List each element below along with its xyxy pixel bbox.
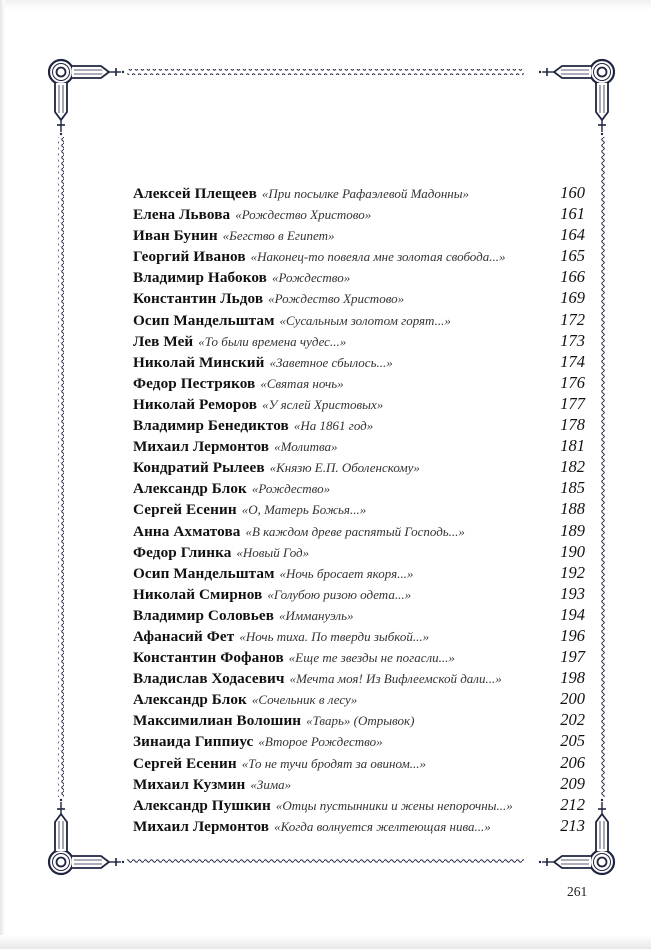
toc-author: Владимир Бенедиктов bbox=[133, 417, 289, 435]
toc-author: Владимир Соловьев bbox=[133, 606, 274, 624]
toc-author: Михаил Кузмин bbox=[133, 775, 246, 793]
toc-title: «Рождество» bbox=[251, 481, 331, 497]
toc-title: «При посылке Рафаэлевой Мадонны» bbox=[261, 186, 470, 201]
toc-entry bbox=[133, 288, 585, 309]
toc-page-number: 205 bbox=[560, 731, 585, 751]
toc-title: «Когда волнуется желтеющая нива...» bbox=[274, 818, 491, 834]
toc-title: «Заветное сбылось...» bbox=[269, 354, 393, 370]
toc-author: Максимилиан Волошин bbox=[133, 712, 302, 730]
toc-page-number: 197 bbox=[560, 647, 585, 667]
toc-title: «В каждом древе распятый Господь...» bbox=[245, 523, 465, 539]
frame-line-right bbox=[599, 137, 605, 797]
toc-entry bbox=[133, 731, 585, 752]
toc-author: Анна Ахматова bbox=[133, 522, 241, 540]
toc-author: Константин Фофанов bbox=[133, 649, 284, 667]
toc-title: «О, Матерь Божья...» bbox=[241, 502, 367, 518]
toc-title: «Голубою ризою одета...» bbox=[267, 586, 412, 602]
toc-author: Сергей Есенин bbox=[133, 754, 237, 772]
toc-author: Елена Львова bbox=[133, 206, 231, 224]
toc-page-number: 193 bbox=[560, 583, 585, 603]
toc-entry bbox=[133, 415, 585, 436]
toc-page-number: 166 bbox=[560, 267, 585, 287]
toc-author: Осип Мандельштам bbox=[133, 564, 275, 582]
toc-title: «Сусальным золотом горят...» bbox=[279, 312, 451, 328]
toc-title: «Еще те звезды не погасли...» bbox=[288, 650, 455, 666]
toc-entry bbox=[133, 710, 585, 731]
toc-title: «Ночь тиха. По тверди зыбкой...» bbox=[239, 628, 430, 644]
frame-line-left bbox=[58, 137, 64, 797]
toc-title: «Рождество Христово» bbox=[268, 291, 405, 307]
toc-author: Иван Бунин bbox=[133, 227, 218, 245]
toc-entry bbox=[133, 478, 585, 499]
toc-title: «Зима» bbox=[250, 776, 292, 792]
toc-page-number: 182 bbox=[560, 457, 585, 477]
toc-author: Николай Реморов bbox=[133, 395, 258, 413]
toc-entry bbox=[133, 310, 585, 331]
toc-entry bbox=[133, 436, 585, 457]
toc-title: «У яслей Христовых» bbox=[262, 396, 384, 412]
toc-author: Афанасий Фет bbox=[133, 627, 235, 645]
toc-author: Алексей Плещеев bbox=[133, 185, 257, 202]
toc-entry bbox=[133, 246, 585, 267]
toc-title: «Князю Е.П. Оболенскому» bbox=[269, 460, 420, 476]
toc-entry bbox=[133, 457, 585, 478]
toc-entry bbox=[133, 584, 585, 605]
toc-entry bbox=[133, 605, 585, 626]
toc-page-number: 161 bbox=[560, 204, 585, 224]
page-number: 261 bbox=[567, 884, 588, 899]
toc-author: Лев Мей bbox=[133, 332, 194, 350]
toc-page-number: 196 bbox=[560, 625, 585, 645]
toc-entry bbox=[133, 689, 585, 710]
toc-author: Константин Льдов bbox=[133, 290, 264, 308]
corner-ornament-icon bbox=[49, 60, 124, 135]
toc-entry bbox=[133, 795, 585, 816]
toc-title: «На 1861 год» bbox=[293, 418, 374, 434]
toc-page-number: 190 bbox=[560, 541, 585, 561]
toc-entry bbox=[133, 753, 585, 774]
toc-title: «Новый Год» bbox=[236, 544, 310, 560]
toc-entry bbox=[133, 373, 585, 394]
corner-ornament-icon bbox=[539, 60, 614, 135]
toc-page-number: 212 bbox=[560, 794, 585, 814]
toc-entry bbox=[133, 542, 585, 563]
toc-page-number: 169 bbox=[560, 288, 585, 308]
toc-author: Зинаида Гиппиус bbox=[133, 733, 254, 751]
toc-author: Сергей Есенин bbox=[133, 501, 237, 519]
toc-entry bbox=[133, 774, 585, 795]
toc-page-number: 174 bbox=[560, 351, 585, 371]
toc-entry bbox=[133, 647, 585, 668]
toc-author: Владимир Набоков bbox=[133, 269, 267, 287]
toc-page-number: 209 bbox=[560, 773, 585, 793]
toc-author: Александр Блок bbox=[133, 480, 247, 498]
frame-line-bottom bbox=[127, 859, 524, 865]
toc-entry bbox=[133, 183, 585, 204]
toc-author: Николай Смирнов bbox=[133, 585, 263, 603]
toc-entry bbox=[133, 626, 585, 647]
toc-entry bbox=[133, 563, 585, 584]
toc-title: «Ночь бросает якоря...» bbox=[279, 565, 414, 581]
toc-page-number: 198 bbox=[560, 668, 585, 688]
toc-author: Александр Блок bbox=[133, 691, 247, 709]
toc-page-number: 188 bbox=[560, 499, 585, 519]
toc-page-number: 160 bbox=[560, 183, 585, 202]
toc-page-number: 185 bbox=[560, 478, 585, 498]
toc-page-number: 194 bbox=[560, 604, 585, 624]
toc-page-number: 189 bbox=[560, 520, 585, 540]
toc-title: «Мечта моя! Из Вифлеемской дали...» bbox=[289, 671, 502, 687]
toc-author: Федор Пестряков bbox=[133, 374, 256, 392]
toc-page-number: 164 bbox=[560, 225, 585, 245]
toc-title: «Сочельник в лесу» bbox=[251, 692, 358, 708]
toc-page-number: 192 bbox=[560, 562, 585, 582]
toc-title: «Молитва» bbox=[274, 439, 338, 455]
toc-entry bbox=[133, 331, 585, 352]
toc-page-number: 178 bbox=[560, 415, 585, 435]
toc-page-number: 176 bbox=[560, 372, 585, 392]
toc-entry bbox=[133, 816, 585, 837]
table-of-contents bbox=[133, 183, 585, 837]
toc-title: «То были времена чудес...» bbox=[198, 333, 347, 349]
toc-page-number: 206 bbox=[560, 752, 585, 772]
toc-entry bbox=[133, 499, 585, 520]
toc-page-number: 181 bbox=[560, 436, 585, 456]
toc-entry bbox=[133, 394, 585, 415]
toc-author: Михаил Лермонтов bbox=[133, 438, 270, 456]
toc-entry bbox=[133, 521, 585, 542]
toc-title: «Иммануэль» bbox=[279, 607, 354, 623]
toc-entry bbox=[133, 668, 585, 689]
toc-page-number: 200 bbox=[560, 689, 585, 709]
toc-entry bbox=[133, 352, 585, 373]
toc-title: «Рождество Христово» bbox=[235, 207, 372, 223]
toc-page-number: 213 bbox=[560, 815, 585, 835]
toc-title: «Рождество» bbox=[271, 270, 351, 286]
toc-author: Георгий Иванов bbox=[133, 248, 246, 266]
toc-title: «Наконец-то повеяла мне золотая свобода...» bbox=[250, 249, 506, 265]
toc-title: «Святая ночь» bbox=[260, 375, 344, 391]
toc-author: Кондратий Рылеев bbox=[133, 459, 265, 477]
toc-title: «Второе Рождество» bbox=[258, 734, 383, 750]
toc-title: «То не тучи бродят за овином...» bbox=[241, 755, 427, 771]
toc-title: «Отцы пустынники и жены непорочны...» bbox=[275, 797, 513, 813]
toc-title: «Бегство в Египет» bbox=[222, 228, 335, 244]
toc-page-number: 177 bbox=[560, 393, 585, 413]
toc-author: Осип Мандельштам bbox=[133, 311, 275, 329]
toc-page-number: 173 bbox=[560, 330, 585, 350]
corner-ornament-icon bbox=[49, 799, 124, 874]
toc-page-number: 165 bbox=[560, 246, 585, 266]
toc-page-number: 202 bbox=[560, 710, 585, 730]
toc-entry bbox=[133, 225, 585, 246]
toc-author: Федор Глинка bbox=[133, 543, 232, 561]
toc-author: Владислав Ходасевич bbox=[133, 670, 285, 688]
toc-entry bbox=[133, 204, 585, 225]
toc-entry bbox=[133, 267, 585, 288]
toc-author: Николай Минский bbox=[133, 353, 265, 371]
toc-author: Михаил Лермонтов bbox=[133, 817, 270, 835]
toc-title: «Тварь» (Отрывок) bbox=[306, 713, 415, 729]
toc-page-number: 172 bbox=[560, 309, 585, 329]
frame-line-top bbox=[127, 69, 524, 75]
toc-author: Александр Пушкин bbox=[133, 796, 271, 814]
